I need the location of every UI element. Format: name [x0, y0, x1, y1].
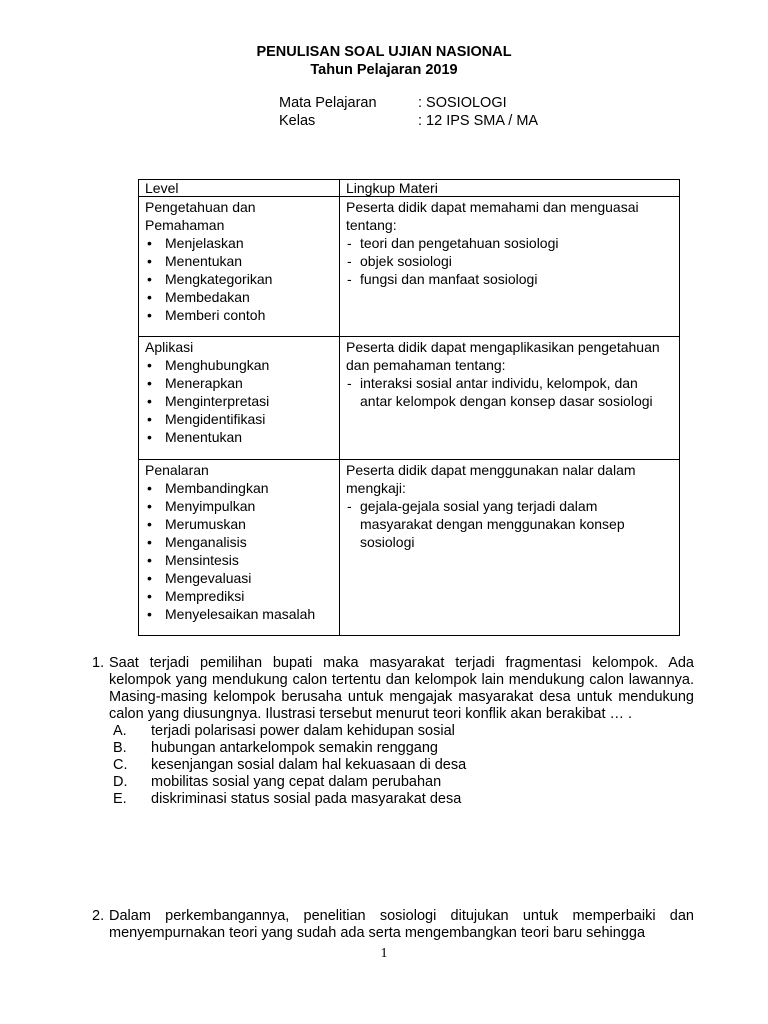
list-item: • Menginterpretasi	[145, 392, 333, 410]
option-text: kesenjangan sosial dalam hal kekuasaan di desa	[151, 757, 467, 773]
question-text: Saat terjadi pemilihan bupati maka masyarakat terjadi fragmentasi kelompok. Ada kelompok yang mendukung calon tertentu dan kelompok lain mendukung calon lawannya. Masing-masing kelompok berusaha untuk mengajak masyarakat desa untuk mendukung calon yang diusungnya. Ilustrasi tersebut menurut teori konflik akan berakibat … .	[109, 655, 694, 722]
list-item: • Menghubungkan	[145, 356, 333, 374]
materi-intro: Peserta didik dapat memahami dan menguasai tentang:	[346, 199, 639, 233]
answer-option	[113, 774, 694, 791]
option-letter: E.	[113, 791, 127, 807]
answer-option	[113, 740, 694, 757]
question-number: 2.	[92, 908, 105, 924]
list-item: • Mensintesis	[145, 551, 333, 569]
list-item: • Menentukan	[145, 252, 333, 270]
list-item: • Mengevaluasi	[145, 569, 333, 587]
materi-cell	[340, 337, 680, 460]
list-item: • Menerapkan	[145, 374, 333, 392]
list-item: - gejala-gejala sosial yang terjadi dalam masyarakat dengan menggunakan konsep sosiologi	[346, 497, 673, 551]
materi-list	[346, 234, 673, 288]
list-item: - objek sosiologi	[346, 252, 673, 270]
table-row	[139, 337, 680, 460]
table-row	[139, 197, 680, 337]
question-text: Dalam perkembangannya, penelitian sosiologi ditujukan untuk memperbaiki dan menyempurnakan teori yang sudah ada serta mengembangkan teori baru sehingga	[109, 908, 694, 941]
kompetensi-list	[145, 479, 333, 623]
list-item: • Menyelesaikan masalah	[145, 605, 333, 623]
header-lingkup-materi: Lingkup Materi	[340, 180, 680, 197]
level-name: Pengetahuan dan Pemahaman	[145, 199, 256, 233]
kompetensi-list	[145, 356, 333, 446]
list-item: • Menentukan	[145, 428, 333, 446]
option-text: mobilitas sosial yang cepat dalam perubahan	[151, 774, 442, 790]
option-letter: B.	[113, 740, 127, 756]
materi-cell	[340, 460, 680, 636]
list-item: • Menganalisis	[145, 533, 333, 551]
question-number: 1.	[92, 655, 105, 671]
option-letter: D.	[113, 774, 128, 790]
option-letter: C.	[113, 757, 128, 773]
materi-list	[346, 497, 673, 551]
answer-option	[113, 791, 694, 808]
level-cell	[139, 337, 340, 460]
kelas-value: : 12 IPS SMA / MA	[418, 113, 539, 129]
level-cell	[139, 197, 340, 337]
list-item: • Menyimpulkan	[145, 497, 333, 515]
list-item: • Memprediksi	[145, 587, 333, 605]
mapel-value: : SOSIOLOGI	[418, 95, 507, 111]
option-text: terjadi polarisasi power dalam kehidupan sosial	[151, 723, 455, 739]
option-letter: A.	[113, 723, 127, 739]
answer-options	[113, 723, 694, 808]
question-2	[92, 908, 694, 942]
document-subtitle: Tahun Pelajaran 2019	[310, 62, 458, 78]
level-table	[138, 179, 680, 636]
list-item: • Memberi contoh	[145, 306, 333, 324]
level-name: Aplikasi	[145, 339, 194, 355]
list-item: - teori dan pengetahuan sosiologi	[346, 234, 673, 252]
level-cell	[139, 460, 340, 636]
list-item: - fungsi dan manfaat sosiologi	[346, 270, 673, 288]
list-item: • Mengidentifikasi	[145, 410, 333, 428]
list-item: - interaksi sosial antar individu, kelompok, dan antar kelompok dengan konsep dasar sosiologi	[346, 374, 673, 410]
answer-option	[113, 757, 694, 774]
answer-option	[113, 723, 694, 740]
document-title: PENULISAN SOAL UJIAN NASIONAL	[256, 44, 512, 60]
kelas-label: Kelas	[279, 113, 316, 129]
materi-cell	[340, 197, 680, 337]
level-name: Penalaran	[145, 462, 209, 478]
list-item: • Membedakan	[145, 288, 333, 306]
option-text: diskriminasi status sosial pada masyarakat desa	[151, 791, 462, 807]
kompetensi-list	[145, 234, 333, 324]
option-text: hubungan antarkelompok semakin renggang	[151, 740, 438, 756]
list-item: • Membandingkan	[145, 479, 333, 497]
page-number: 1	[380, 946, 388, 961]
table-row	[139, 460, 680, 636]
list-item: • Menjelaskan	[145, 234, 333, 252]
question-1	[92, 655, 694, 808]
header-level: Level	[139, 180, 340, 197]
list-item: • Mengkategorikan	[145, 270, 333, 288]
table-header-row	[139, 180, 680, 197]
materi-intro: Peserta didik dapat menggunakan nalar dalam mengkaji:	[346, 462, 636, 496]
mapel-label: Mata Pelajaran	[279, 95, 377, 111]
materi-intro: Peserta didik dapat mengaplikasikan pengetahuan dan pemahaman tentang:	[346, 339, 660, 373]
list-item: • Merumuskan	[145, 515, 333, 533]
materi-list	[346, 374, 673, 410]
